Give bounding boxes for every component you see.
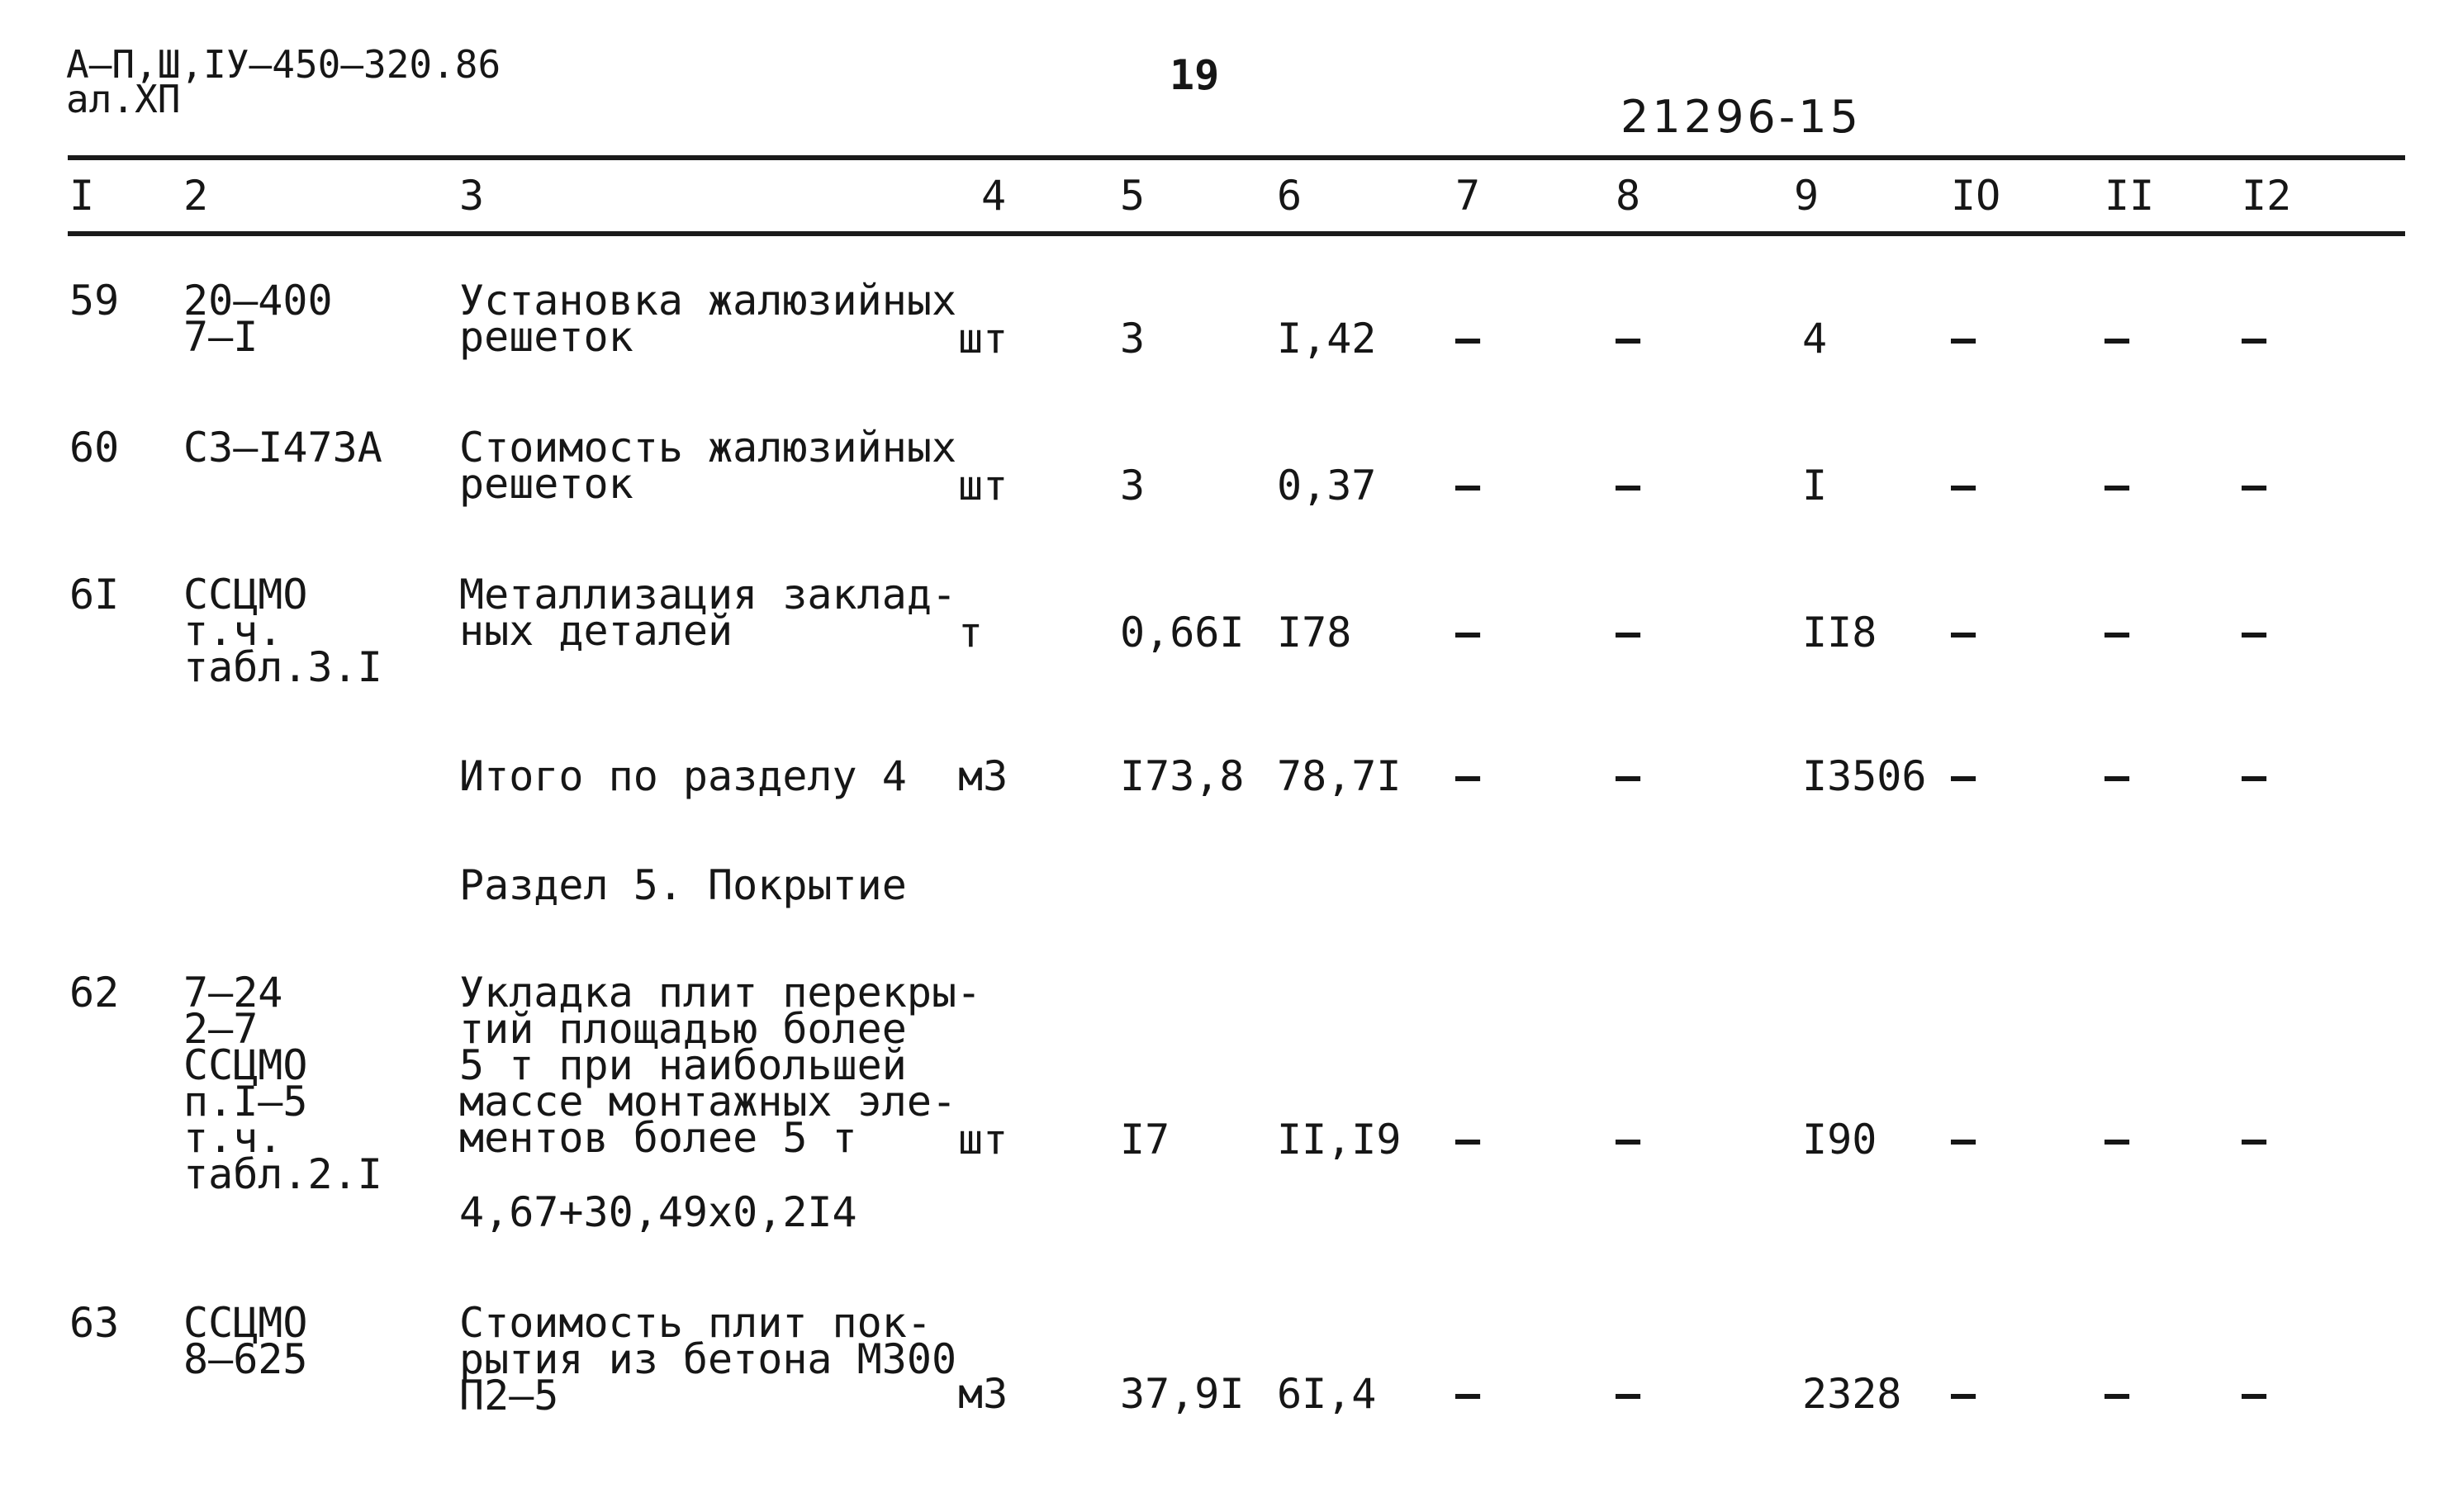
column-header: 8 [1616, 172, 1641, 220]
rate-code: 7–24 [183, 969, 283, 1017]
unit-price: I,42 [1277, 315, 1377, 363]
total-cost: I [1802, 462, 1828, 510]
rate-code: т.ч. [183, 1114, 283, 1162]
calculation-formula: 4,67+30,49х0,2I4 [459, 1188, 857, 1236]
dash: – [2242, 1116, 2267, 1164]
dash: – [1616, 752, 1641, 800]
rate-code: т.ч. [183, 607, 283, 655]
document-code: А–П,Ш,IУ–450–320.86 [66, 42, 501, 87]
dash: – [1951, 315, 1976, 363]
row-number: 59 [69, 277, 120, 325]
header-bottom-rule [68, 231, 2405, 236]
unit: м3 [958, 752, 1008, 800]
dash: – [1455, 462, 1481, 510]
column-header: 6 [1277, 172, 1303, 220]
rate-code: С3–I473А [183, 424, 382, 472]
work-description: 5 т при наибольшей [459, 1041, 907, 1089]
quantity: 0,66I [1120, 609, 1245, 656]
dash: – [1455, 1370, 1481, 1418]
dash: – [1455, 609, 1481, 656]
dash: – [2242, 462, 2267, 510]
total-cost: 2328 [1802, 1370, 1902, 1418]
dash: – [1616, 1116, 1641, 1164]
column-header: I [69, 172, 95, 220]
dash: – [1951, 462, 1976, 510]
work-description: Стоимость плит пок- [459, 1299, 932, 1347]
dash: – [2104, 462, 2130, 510]
column-header: 5 [1120, 172, 1146, 220]
work-description: П2–5 [459, 1372, 559, 1420]
dash: – [2242, 1370, 2267, 1418]
album-label: ал.XП [66, 77, 181, 121]
work-description: решеток [459, 460, 633, 508]
page-number: 19 [1170, 51, 1220, 99]
work-description: Стоимость жалюзийных [459, 424, 957, 472]
dash: – [1455, 752, 1481, 800]
unit-price: I78 [1277, 609, 1352, 656]
unit: шт [958, 315, 1008, 363]
header-top-rule [68, 155, 2405, 160]
column-header: 4 [981, 172, 1007, 220]
column-header: 2 [183, 172, 209, 220]
unit-price: 0,37 [1277, 462, 1377, 510]
dash: – [2242, 752, 2267, 800]
unit: т [958, 609, 984, 656]
rate-code: 20–400 [183, 277, 333, 325]
dash: – [1455, 1116, 1481, 1164]
rate-code: 2–7 [183, 1005, 259, 1053]
dash: – [1616, 609, 1641, 656]
work-description: Металлизация заклад- [459, 571, 957, 619]
total-cost: I3506 [1802, 752, 1927, 800]
total-cost: 4 [1802, 315, 1828, 363]
dash: – [2104, 1116, 2130, 1164]
work-description: ментов более 5 т [459, 1114, 857, 1162]
rate-code: 7–I [183, 313, 259, 361]
quantity: I73,8 [1120, 752, 1245, 800]
dash: – [1951, 1116, 1976, 1164]
quantity: 3 [1120, 315, 1146, 363]
work-description: Укладка плит перекры- [459, 969, 982, 1017]
rate-code: табл.2.I [183, 1150, 382, 1198]
row-number: 63 [69, 1299, 120, 1347]
rate-code: ССЦМО [183, 1299, 308, 1347]
section-total-label: Итого по разделу 4 [459, 752, 907, 800]
unit-price: 78,7I [1277, 752, 1402, 800]
column-header: 3 [459, 172, 485, 220]
dash: – [2104, 315, 2130, 363]
rate-code: ССЦМО [183, 1041, 308, 1089]
dash: – [1951, 1370, 1976, 1418]
rate-code: 8–625 [183, 1335, 308, 1383]
work-description: рытия из бетона М300 [459, 1335, 957, 1383]
column-header: 9 [1794, 172, 1820, 220]
work-description: решеток [459, 313, 633, 361]
work-description: массе монтажных эле- [459, 1078, 957, 1126]
dash: – [1616, 462, 1641, 510]
unit: шт [958, 462, 1008, 510]
total-cost: I90 [1802, 1116, 1877, 1164]
work-description: Установка жалюзийных [459, 277, 957, 325]
quantity: 37,9I [1120, 1370, 1245, 1418]
dash: – [2104, 1370, 2130, 1418]
unit-price: II,I9 [1277, 1116, 1402, 1164]
column-header: II [2104, 172, 2155, 220]
dash: – [2242, 609, 2267, 656]
rate-code: табл.3.I [183, 643, 382, 691]
work-description: ных деталей [459, 607, 733, 655]
dash: – [1951, 609, 1976, 656]
column-header: IO [1951, 172, 2001, 220]
rate-code: п.I–5 [183, 1078, 308, 1126]
row-number: 6I [69, 571, 120, 619]
unit-price: 6I,4 [1277, 1370, 1377, 1418]
dash: – [2242, 315, 2267, 363]
section-title: Раздел 5. Покрытие [459, 861, 907, 909]
row-number: 60 [69, 424, 120, 472]
dash: – [2104, 609, 2130, 656]
quantity: 3 [1120, 462, 1146, 510]
column-header: I2 [2242, 172, 2292, 220]
dash: – [1616, 315, 1641, 363]
unit: м3 [958, 1370, 1008, 1418]
row-number: 62 [69, 969, 120, 1017]
dash: – [1616, 1370, 1641, 1418]
total-cost: II8 [1802, 609, 1877, 656]
quantity: I7 [1120, 1116, 1170, 1164]
dash: – [1951, 752, 1976, 800]
dash: – [1455, 315, 1481, 363]
column-header: 7 [1455, 172, 1481, 220]
document-number: 21296-15 [1620, 91, 1862, 143]
unit: шт [958, 1116, 1008, 1164]
work-description: тий площадью более [459, 1005, 907, 1053]
dash: – [2104, 752, 2130, 800]
rate-code: ССЦМО [183, 571, 308, 619]
